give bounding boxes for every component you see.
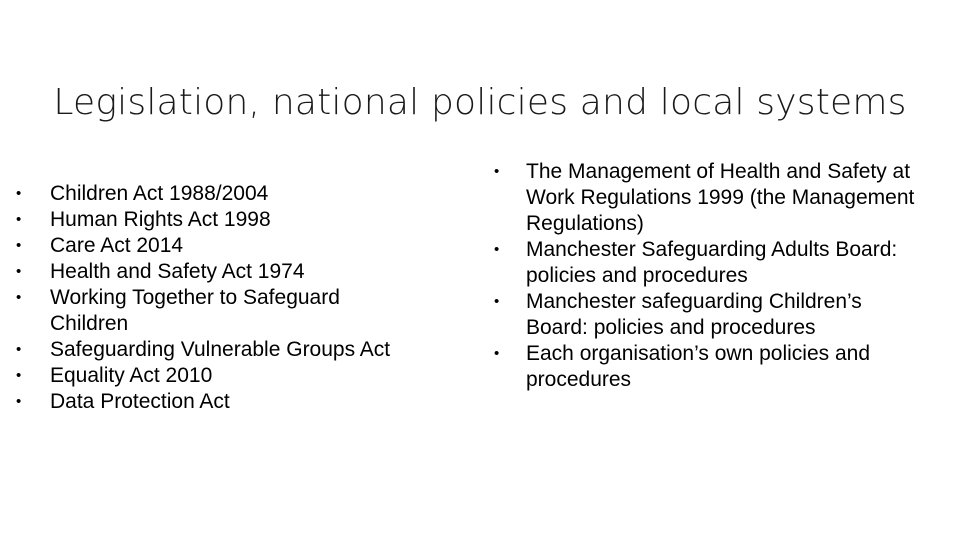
bullet-icon: • — [16, 289, 22, 306]
list-item-text: Human Rights Act 1998 — [50, 208, 271, 231]
bullet-icon: • — [16, 367, 22, 384]
bullet-icon: • — [494, 241, 500, 258]
slide-title: Legislation, national policies and local systems — [53, 82, 907, 124]
left-bullet-list — [16, 181, 456, 415]
bullet-icon: • — [494, 163, 500, 180]
list-item-text: Equality Act 2010 — [50, 364, 213, 387]
list-item-text: Health and Safety Act 1974 — [50, 260, 305, 283]
bullet-icon: • — [16, 211, 22, 228]
bullet-icon: • — [16, 393, 22, 410]
list-item — [16, 389, 456, 415]
list-item — [494, 289, 926, 341]
list-item-text: Working Together to Safeguard Children — [50, 286, 340, 335]
bullet-icon: • — [16, 341, 22, 358]
list-item — [16, 285, 380, 337]
list-item-text: Data Protection Act — [50, 390, 230, 413]
right-bullet-list — [494, 159, 934, 393]
list-item — [16, 337, 456, 363]
list-item-text: Safeguarding Vulnerable Groups Act — [50, 338, 391, 361]
list-item-text: Manchester safeguarding Children’s Board: policies and procedures — [526, 290, 862, 339]
bullet-icon: • — [16, 237, 22, 254]
list-item — [16, 259, 456, 285]
list-item-text: Care Act 2014 — [50, 234, 184, 257]
list-item — [494, 159, 926, 237]
bullet-icon: • — [494, 293, 500, 310]
list-item-text: The Management of Health and Safety at Work Regulations 1999 (the Management Regulations) — [526, 160, 915, 235]
list-item — [16, 233, 456, 259]
list-item — [16, 207, 456, 233]
list-item — [494, 341, 946, 393]
bullet-icon: • — [16, 263, 22, 280]
list-item — [494, 237, 906, 289]
list-item — [16, 363, 456, 389]
bullet-icon: • — [494, 345, 500, 362]
list-item-text: Each organisation’s own policies and procedures — [526, 342, 870, 391]
list-item — [16, 181, 456, 207]
bullet-icon: • — [16, 185, 22, 202]
list-item-text: Children Act 1988/2004 — [50, 182, 269, 205]
list-item-text: Manchester Safeguarding Adults Board: policies and procedures — [526, 238, 898, 287]
